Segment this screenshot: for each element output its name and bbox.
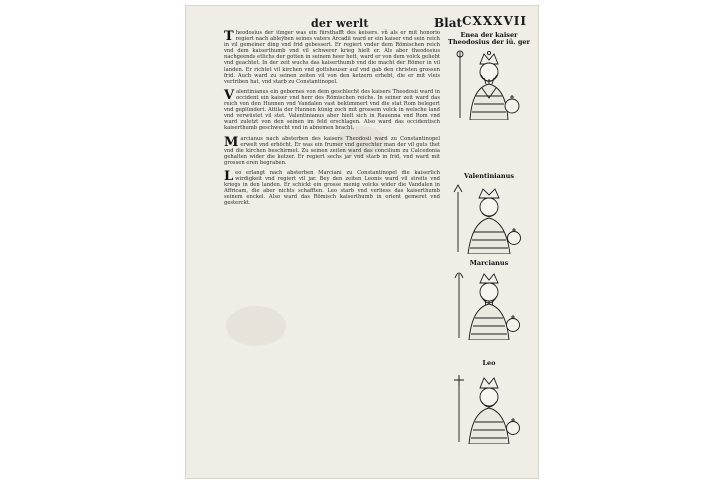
drop-initial: L <box>224 168 234 184</box>
paragraph-marcianus <box>224 136 440 166</box>
paragraph-leo <box>224 170 440 207</box>
theodosius-portrait <box>448 48 530 120</box>
drop-initial: V <box>224 87 235 103</box>
book-page <box>186 6 538 478</box>
paragraph-text: eo erlangt nach absterben Marciani zu Constantinopel die kaiserlich wirdigkeit vnd regiert vil jar. Bey den zeiten Leonis ward vil streits vnd kriegs in den landen. Er schickt ein grosse menig volcks wider die Vandalen in Affricam, die aber nichts schafften. Leo starb vnd verliess das kaiserthumb seinem enckel. Also ward das Römisch kaiserthumb in orient gemeret vnd gesterckt. <box>224 169 440 207</box>
portrait-column <box>446 30 532 460</box>
paragraph-valentinianus <box>224 89 440 132</box>
leo-portrait <box>448 372 530 444</box>
caption-line: Enea der kaiser <box>460 31 518 39</box>
drop-initial: M <box>224 134 239 150</box>
blat-label: Blat <box>434 16 463 30</box>
caption-line: Valentinianus <box>464 172 514 180</box>
paragraph-theodosius <box>224 30 440 85</box>
folio-number: CXXXVII <box>462 14 528 28</box>
drop-initial: T <box>224 29 234 44</box>
marcianus-portrait <box>448 268 530 340</box>
paragraph-text: arcianus nach absterben des kaisers Theodosii ward zu Constantinopel erwelt vnd erhöcht. Er was ein frumer vnd gerechter man der vil guts thet vnd die kirchen beschirmet. Zu seinen zeiten ward das concilium zu Calcedonia gehalten wider die ketzer. Er regiert sechs jar vnd starb in frid, vnd ward mit grossen eren begraben. <box>224 135 440 166</box>
portrait-caption-marcianus <box>446 260 532 267</box>
valentinianus-portrait <box>448 182 530 254</box>
caption-line: Leo <box>482 359 496 367</box>
caption-line: Marcianus <box>469 259 509 267</box>
portrait-caption-theodosius <box>446 32 532 46</box>
caption-line: Theodosius der iü. ger <box>448 38 530 46</box>
text-column <box>224 30 440 450</box>
portrait-caption-leo <box>446 360 532 367</box>
paragraph-text: alentinianus ein gebornes von dem geschlecht des kaisers Theodosii ward in occident ein kaiser vnd herr des Römischen reichs. In seiner zeit ward das reich von den Hunnen vnd Vandalen vast bekümmert vnd die stat Rom belegert vnd geplündert. Attila der Hunnen künig zoch mit grossem volck in welsche land vnd verwüstet vil stet. Valentinianus aber hielt sich in Rauenna vnd Rom vnd ward zuletzt von den seinen im feld erschlagen. Also ward das occidentisch kaiserthumb geschwecht vnd in abnemen bracht. <box>224 88 440 132</box>
running-head: der werlt <box>311 17 369 30</box>
portrait-caption-valentinianus <box>446 173 532 180</box>
paragraph-text: heodosius der iünger was ein fürsthafft des keisers. vñ als er mit honorio regiert nach ableÿben seines vaters Arcadii ward er ein kaiser vnd sein reich in vil gemeiner ding vnd frid gebessert. Er regiert vnder dem Römischen reich vnd dem kaiserthumb vnd vil schwerer krieg hielt er. Als aber theodosius nachgeends etlichs der gotten in seinem heer hett, ward er von dem volck geliebt vnd geachtet. In der zeit wuchs das kaiserthumb vnd die macht der Römer in vil landen. Er richtet vil kirchen vnd gottsheuser auf vnd gab den christen grossen frid. Auch ward zu seinen zeiten vil von den ketzern erhebt, die er mit vleis vertriben hat, vnd starb zu Constantinopel. <box>224 30 440 85</box>
